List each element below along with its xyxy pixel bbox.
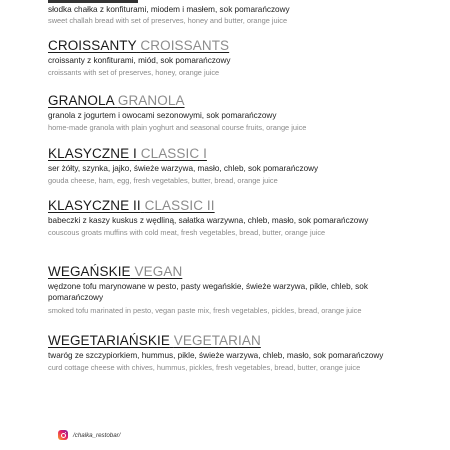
menu-item-desc-pl: babeczki z kaszy kuskus z wędliną, sałatka warzywna, chleb, masło, sok pomarańczowy	[48, 216, 369, 225]
instagram-footer	[58, 430, 120, 440]
menu-item-desc-pl: twaróg ze szczypiorkiem, hummus, pikle, świeże warzywa, chleb, masło, sok pomarańczowy	[48, 351, 384, 360]
menu-item-vegan	[48, 264, 418, 316]
menu-item-desc-pl: wędzone tofu marynowane w pesto, pasty wegańskie, świeże warzywa, pikle, chleb, sok pomarańczowy	[48, 282, 368, 303]
menu-item-desc-pl: croissanty z konfiturami, miód, sok pomarańczowy	[48, 56, 231, 65]
menu-item-vegetarian	[48, 333, 418, 373]
menu-item-desc-en: gouda cheese, ham, egg, fresh vegetables, butter, bread, orange juice	[48, 176, 278, 186]
menu-item-desc-en: home-made granola with plain yoghurt and seasonal course fruits, orange juice	[48, 123, 307, 133]
menu-item-granola	[48, 93, 418, 133]
menu-item-desc-en: croissants with set of preserves, honey, orange juice	[48, 68, 220, 78]
menu-item-title: GRANOLA GRANOLA	[48, 93, 185, 108]
menu-item-title: WEGETARIAŃSKIE VEGETARIAN	[48, 333, 261, 348]
top-item-desc-pl: słodka chałka z konfiturami, miodem i masłem, sok pomarańczowy	[48, 5, 290, 14]
menu-item-desc-pl: granola z jogurtem i owocami sezonowymi, sok pomarańczowy	[48, 111, 277, 120]
cut-off-title	[48, 0, 138, 3]
menu-item-title: KLASYCZNE II CLASSIC II	[48, 198, 215, 213]
menu-item-title: CROISSANTY CROISSANTS	[48, 38, 230, 53]
menu-item-classic-1	[48, 146, 418, 186]
menu-item-title: WEGAŃSKIE VEGAN	[48, 264, 183, 279]
menu-item-croissants	[48, 38, 418, 78]
menu-item-classic-2	[48, 198, 418, 238]
menu-item-desc-en: curd cottage cheese with chives, hummus, pickles, fresh vegetables, bread, butter, orange juice	[48, 363, 361, 373]
menu-item-desc-en: couscous groats muffins with cold meat, fresh vegetables, bread, butter, orange juice	[48, 228, 326, 238]
menu-item-title: KLASYCZNE I CLASSIC I	[48, 146, 207, 161]
menu-item-desc-pl: ser żółty, szynka, jajko, świeże warzywa, masło, chleb, sok pomarańczowy	[48, 164, 319, 173]
instagram-icon[interactable]	[58, 430, 68, 440]
menu-item-desc-en: smoked tofu marinated in pesto, vegan paste mix, fresh vegetables, pickles, bread, orange juice	[48, 305, 362, 315]
instagram-handle[interactable]: /chalka_restobar/	[73, 431, 121, 439]
top-item-desc-en: sweet challah bread with set of preserves, honey and butter, orange juice	[48, 16, 288, 25]
